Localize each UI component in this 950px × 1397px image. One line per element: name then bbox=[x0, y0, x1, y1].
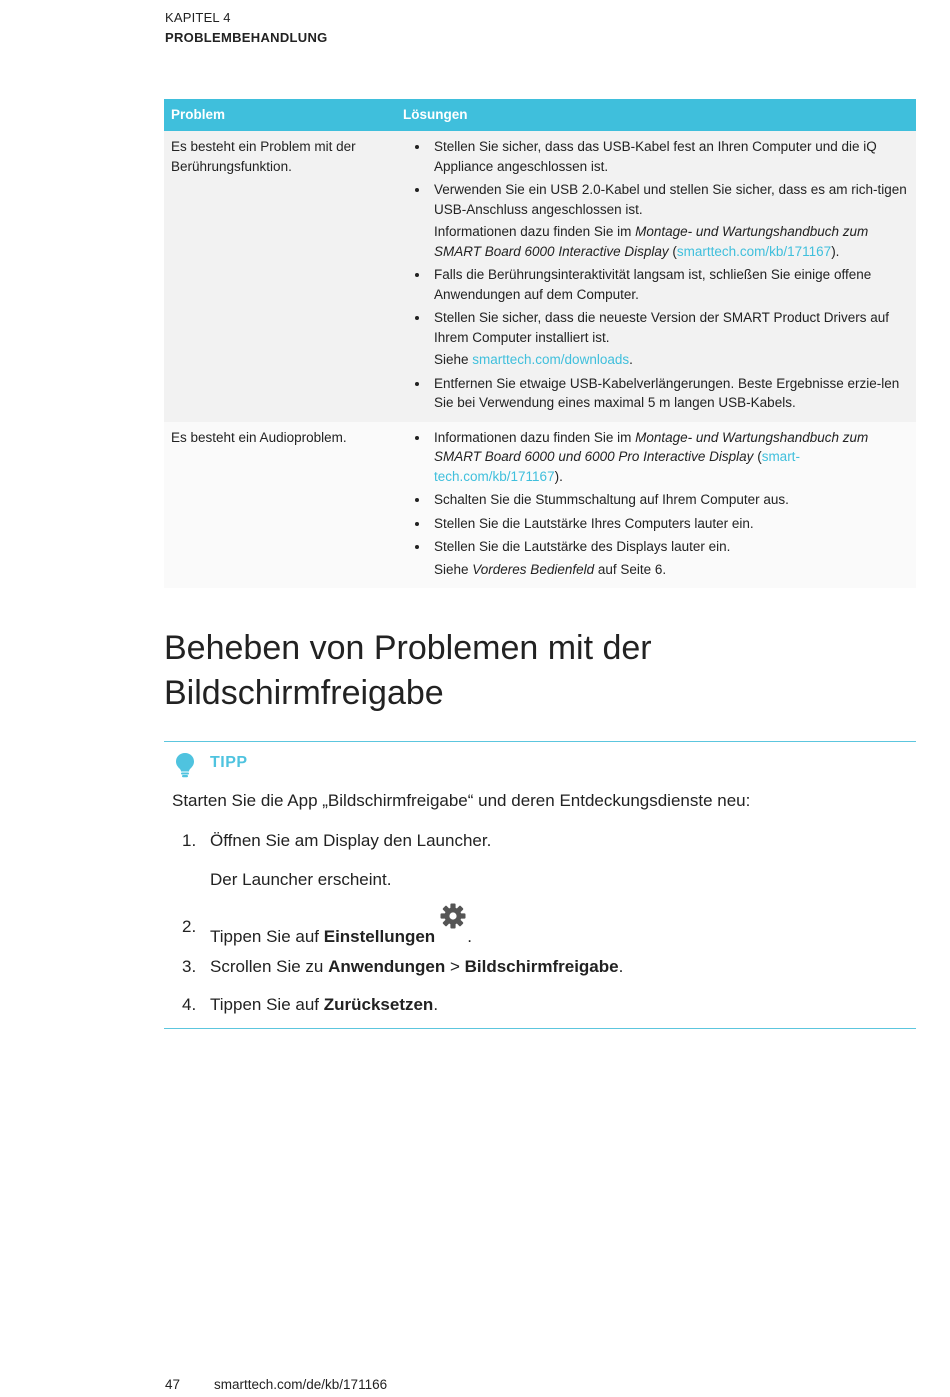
manual-title: Montage- und Wartungshandbuch zum SMART Board 6000 Interactive Display bbox=[434, 224, 869, 259]
list-item: Entfernen Sie etwaige USB-Kabelverlängerungen. Beste Ergebnisse erzie-len Sie bei Verwendung eines maximal 5 m langen USB-Kabels. bbox=[403, 374, 909, 413]
list-item bbox=[403, 428, 909, 487]
troubleshooting-table bbox=[164, 99, 916, 588]
solutions-list bbox=[403, 137, 909, 413]
step-result: Der Launcher erscheint. bbox=[210, 870, 392, 889]
applications-label: Anwendungen bbox=[328, 957, 446, 976]
section-title: Beheben von Problemen mit der Bildschirmfreigabe bbox=[164, 629, 652, 712]
solution-text: Verwenden Sie ein USB 2.0-Kabel und stellen Sie sicher, dass es am rich-tigen USB-Anschluss angeschlossen ist. bbox=[434, 182, 907, 217]
tip-intro: Starten Sie die App „Bildschirmfreigabe“ und deren Entdeckungsdienste neu: bbox=[172, 791, 751, 810]
page-number: 47 bbox=[165, 1377, 181, 1392]
solution-text: Informationen dazu finden Sie im bbox=[434, 429, 636, 445]
screen-share-label: Bildschirmfreigabe bbox=[464, 957, 619, 976]
solutions-cell bbox=[396, 422, 916, 589]
step-text-part: . bbox=[467, 927, 472, 946]
table-header-row bbox=[164, 99, 916, 131]
settings-label: Einstellungen bbox=[323, 927, 436, 946]
downloads-link[interactable]: smarttech.com/downloads bbox=[472, 352, 630, 367]
list-item bbox=[403, 308, 909, 370]
list-item: Stellen Sie die Lautstärke Ihres Computers lauter ein. bbox=[403, 514, 909, 534]
solution-text: Stellen Sie sicher, dass die neueste Version der SMART Product Drivers auf Ihrem Computer installiert ist. bbox=[434, 310, 889, 345]
step-text-part: Tippen Sie auf bbox=[210, 927, 324, 946]
reset-label: Zurücksetzen bbox=[323, 995, 434, 1014]
note-text: ( bbox=[668, 243, 677, 259]
list-item: Falls die Berührungsinteraktivität langsam ist, schließen Sie einige offene Anwendungen auf dem Computer. bbox=[403, 265, 909, 304]
step-number: 2. bbox=[182, 917, 197, 936]
problem-cell: Es besteht ein Audioproblem. bbox=[164, 422, 396, 589]
step-text-part: Scrollen Sie zu bbox=[210, 957, 329, 976]
solution-text: ( bbox=[753, 449, 762, 464]
column-header-problem: Problem bbox=[164, 99, 396, 131]
solution-note bbox=[434, 222, 909, 261]
page-header bbox=[165, 8, 328, 48]
list-item: Schalten Sie die Stummschaltung auf Ihrem Computer aus. bbox=[403, 490, 909, 510]
problem-cell: Es besteht ein Problem mit der Berührungsfunktion. bbox=[164, 131, 396, 422]
step-text: Öffnen Sie am Display den Launcher. bbox=[210, 831, 492, 850]
note-text: auf Seite 6. bbox=[594, 561, 667, 577]
kb-link[interactable]: smarttech.com/kb/171167 bbox=[676, 243, 832, 259]
manual-title: Montage- und Wartungshandbuch zum SMART Board 6000 und 6000 Pro Interactive Display bbox=[434, 429, 869, 464]
step-text-part: > bbox=[445, 957, 465, 976]
step-text bbox=[210, 956, 623, 978]
note-text: Informationen dazu finden Sie im bbox=[434, 224, 636, 239]
list-item bbox=[403, 180, 909, 261]
tip-box bbox=[164, 741, 916, 1029]
step-number: 4. bbox=[182, 995, 197, 1014]
note-text: Siehe bbox=[434, 561, 473, 577]
solution-text: ). bbox=[554, 468, 563, 484]
list-item bbox=[403, 537, 909, 579]
kb-link[interactable]: smart-tech.com/kb/171167 bbox=[434, 449, 800, 484]
step-text-part: Tippen Sie auf bbox=[210, 995, 324, 1014]
gear-icon bbox=[439, 916, 467, 950]
solution-note bbox=[434, 560, 909, 580]
list-item: Stellen Sie sicher, dass das USB-Kabel fest an Ihren Computer und die iQ Appliance angeschlossen ist. bbox=[403, 137, 909, 176]
solutions-cell bbox=[396, 131, 916, 422]
tip-label: TIPP bbox=[210, 754, 248, 771]
step-text bbox=[210, 994, 438, 1016]
lightbulb-icon bbox=[174, 752, 196, 783]
footer-url[interactable]: smarttech.com/de/kb/171166 bbox=[214, 1377, 388, 1392]
solution-text: Stellen Sie die Lautstärke des Displays lauter ein. bbox=[434, 539, 731, 554]
step-number: 3. bbox=[182, 957, 197, 976]
cross-reference[interactable]: Vorderes Bedienfeld bbox=[472, 561, 595, 577]
step-text-part: . bbox=[433, 995, 439, 1014]
note-text: Siehe bbox=[434, 352, 473, 367]
column-header-solutions: Lösungen bbox=[396, 99, 916, 131]
note-text: . bbox=[629, 352, 633, 367]
table-row bbox=[164, 422, 916, 589]
table-row bbox=[164, 131, 916, 422]
step-text-part: . bbox=[618, 957, 624, 976]
chapter-label: KAPITEL 4 bbox=[165, 10, 231, 25]
section-label: PROBLEMBEHANDLUNG bbox=[165, 30, 328, 45]
solutions-list bbox=[403, 428, 909, 580]
solution-note bbox=[434, 350, 909, 370]
step-number: 1. bbox=[182, 831, 197, 850]
note-text: ). bbox=[831, 243, 840, 259]
step-text bbox=[210, 916, 472, 950]
